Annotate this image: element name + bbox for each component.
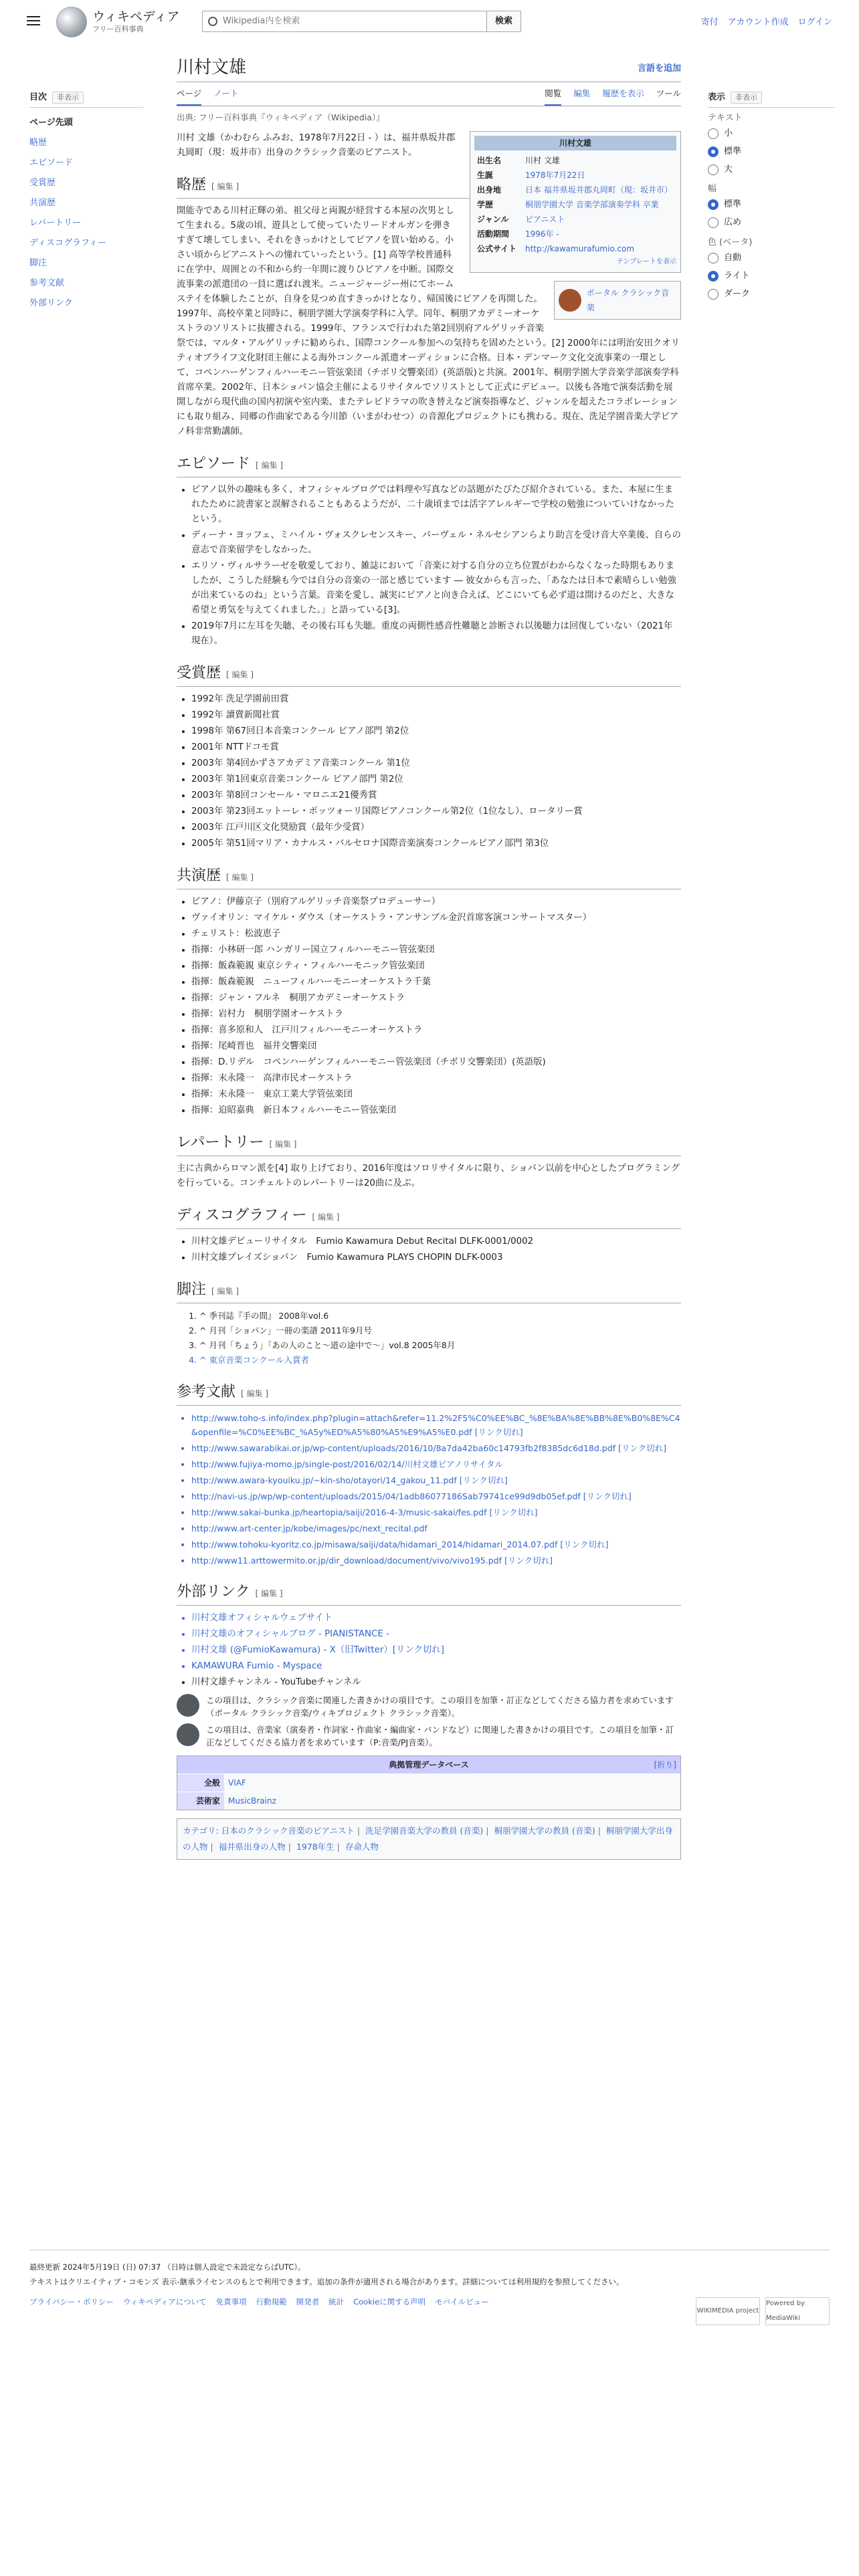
toc-item-repertoire[interactable]: レパートリー — [29, 217, 82, 228]
musician-stub-icon — [177, 1723, 199, 1746]
toc-item-discography[interactable]: ディスコグラフィー — [29, 237, 106, 248]
note-item[interactable]: 4. ^ 東京音楽コンクール入賞者 — [199, 1353, 681, 1368]
page-tabs — [177, 82, 681, 106]
tab-edit[interactable]: 編集 — [573, 88, 591, 99]
infobox-birthname: 川村 文雄 — [525, 155, 560, 165]
appearance-title: 表示 — [708, 92, 726, 102]
edit-link[interactable]: [ 編集 ] — [211, 181, 240, 191]
text-size-label: テキスト — [708, 112, 743, 123]
list-item: • 指揮：末永隆一 東京工業大学管弦楽団 — [191, 1087, 681, 1102]
wikipedia-globe-icon — [56, 7, 87, 37]
article-body — [177, 131, 681, 1860]
authority-musicbrainz[interactable]: MusicBrainz — [224, 1792, 680, 1810]
toc-item-notes[interactable]: 脚注 — [29, 257, 47, 268]
search-form — [202, 11, 521, 32]
note-item[interactable]: 1. ^ 季刊誌『手の間』 2008年vol.6 — [199, 1309, 681, 1323]
list-item: • 2003年 第8回コンセール・マロニエ21優秀賞 — [191, 788, 681, 803]
list-item: • 1992年 讀賣新聞社賞 — [191, 708, 681, 723]
toc-item-episodes[interactable]: エピソード — [29, 157, 74, 168]
authority-title: 典拠管理データベース — [389, 1759, 469, 1769]
toc-title: 目次 — [29, 92, 47, 102]
reference-link[interactable]: • http://www.sawarabikai.or.jp/wp-content/uploads/2016/10/8a7da42ba60c14793fb2f8385dc6d18d.pdf [リンク切れ] — [191, 1441, 681, 1455]
list-item: • 2001年 NTTドコモ賞 — [191, 740, 681, 755]
list-item: • 指揮：末永隆一 高津市民オーケストラ — [191, 1071, 681, 1086]
list-item: • 川村文雄デビューリサイタル Fumio Kawamura Debut Recital DLFK-0001/0002 — [191, 1235, 681, 1249]
toc-item-external[interactable]: 外部リンク — [29, 298, 73, 308]
text-size-standard[interactable]: 標準 — [708, 142, 835, 160]
authority-fold-button[interactable]: [折り] — [654, 1759, 676, 1769]
width-label: 幅 — [708, 184, 717, 194]
list-item: • ピアノ：伊藤京子（別府アルゲリッチ音楽祭プロデューサー） — [191, 895, 681, 909]
reference-link[interactable]: • http://www.fujiya-momo.jp/single-post/2016/02/14/川村文雄ピアノリサイタル — [191, 1457, 681, 1471]
list-item: • 2003年 第23回エットーレ・ポッツォーリ国際ピアノコンクール第2位（1位なし）、ロータリー賞 — [191, 804, 681, 819]
toc-item-top[interactable]: ページ先頭 — [29, 117, 73, 128]
infobox: 川村文雄 出生名 川村 文雄 生誕 1978年7月22日 出身地 日本 福井県坂井郡丸岡町（現：坂井市） 学歴 桐朋学園大学 音楽学部演奏学科 卒業 ジャンル ピアニスト 活動期間 1996年 - 公式サイト http://kawamurafumio.com テンプレートを表示 — [470, 131, 681, 273]
reference-link[interactable]: • http://www.awara-kyouiku.jp/~kin-sho/otayori/14_gakou_11.pdf [リンク切れ] — [191, 1473, 681, 1487]
footer-about[interactable]: ウィキペディアについて — [122, 2297, 207, 2306]
list-item: • 2003年 第1回東京音楽コンクール ピアノ部門 第2位 — [191, 772, 681, 787]
reference-link[interactable]: • http://www.tohoku-kyoritz.co.jp/misawa/saiji/data/hidamari_2014/hidamari_2014.07.pdf [リンク切れ] — [191, 1537, 681, 1551]
search-input[interactable] — [202, 11, 487, 32]
list-item: • 指揮：飯森範親 東京シティ・フィルハーモニック管弦楽団 — [191, 959, 681, 974]
login-link[interactable]: ログイン — [797, 17, 832, 27]
notes-list — [177, 1309, 681, 1368]
category-links: カテゴリ: 日本のクラシック音楽のピアニスト | 洗足学園音楽大学の教員 (音楽) | 桐朋学園大学の教員 (音楽) | 桐朋学園大学出身の人物 | 福井県出身の人物 | 1978年生 | 存命人物 — [177, 1818, 681, 1860]
episode-list — [177, 483, 681, 649]
color-label: 色 (ベータ) — [708, 237, 753, 247]
infobox-active[interactable]: 1996年 - — [525, 229, 559, 239]
list-item: • 指揮：岩村力 桐朋学園オーケストラ — [191, 1007, 681, 1022]
appearance-hide-button[interactable]: 非表示 — [731, 92, 762, 104]
list-item: • 指揮：喜多原和人 江戸川フィルハーモニーオーケストラ — [191, 1023, 681, 1038]
reference-list — [177, 1411, 681, 1568]
category-item[interactable]: 桐朋学園大学の教員 (音楽) — [494, 1825, 595, 1836]
toc-item-biography[interactable]: 略歴 — [29, 137, 47, 148]
infobox-origin[interactable]: 日本 福井県坂井郡丸岡町（現：坂井市） — [525, 185, 672, 195]
list-item: • 指揮：飯森範親 ニューフィルハーモニーオーケストラ千葉 — [191, 975, 681, 990]
category-item[interactable]: 日本のクラシック音楽のピアニスト — [221, 1825, 355, 1836]
list-item: • 川村文雄プレイズショパン Fumio Kawamura PLAYS CHOPIN DLFK-0003 — [191, 1251, 681, 1265]
infobox-born[interactable]: 1978年7月22日 — [525, 170, 585, 180]
toc-hide-button[interactable]: 非表示 — [52, 92, 84, 104]
list-item: • ディーナ・ヨッフェ、ミハイル・ヴォスクレセンスキー、パーヴェル・ネルセシアンらより助言を受け音大卒業後、自らの意志で音楽留学をしなかった。 — [191, 528, 681, 558]
discography-list — [177, 1235, 681, 1265]
stub-notice-musician: この項目は、音楽家（演奏者・作詞家・作曲家・編曲家・バンドなど）に関連した書きかけの項目です。この項目を加筆・訂正などしてくださる協力者を求めています（P:音楽/PJ音楽）。 — [177, 1723, 681, 1749]
edit-link[interactable]: [ 編集 ] — [211, 1286, 240, 1296]
edit-link[interactable]: [ 編集 ] — [226, 872, 254, 882]
infobox-title: 川村文雄 — [474, 136, 676, 150]
article-source: 出典: フリー百科事典『ウィキペディア（Wikipedia）』 — [177, 112, 385, 122]
category-item[interactable]: 1978年生 — [296, 1841, 335, 1852]
text-size-large[interactable]: 大 — [708, 160, 835, 179]
reference-link[interactable]: • http://www.sakai-bunka.jp/heartopia/saiji/2016-4-3/music-sakai/fes.pdf [リンク切れ] — [191, 1505, 681, 1519]
award-list — [177, 692, 681, 851]
tab-page[interactable]: ページ — [177, 88, 201, 106]
repertoire-text: 主に古典からロマン派を[4] 取り上げており、2016年度はソロリサイタルに限り、ショパン以前を中心としたプログラミングを行っている。コンチェルトのレパートリーは20曲に及ぶ。 — [177, 1163, 680, 1188]
category-item[interactable]: 桐朋学園大学出身の人物 — [183, 1825, 673, 1852]
section-external-links: 外部リンク [ 編集 ] — [177, 1582, 681, 1606]
lead-paragraph: 川村 文雄（かわむら ふみお、1978年7月22日 - ）は、福井県坂井郡丸岡町（現：坂井市）出身のクラシック音楽のピアニスト。 — [177, 132, 456, 158]
infobox-genre[interactable]: ピアニスト — [525, 214, 565, 224]
portal-box[interactable]: ポータル クラシック音楽 — [554, 281, 681, 320]
reference-link[interactable]: • http://www.toho-s.info/index.php?plugin=attach&refer=11.2%2F5%C0%EE%BC_%8E%BA%8E%BB%8E%B0%8E%C4&openfile=%C0%EE%BC_%A5y%ED%A5%80%A5%E9%A5%E0.pdf [リンク切れ] — [191, 1411, 681, 1439]
tab-history[interactable]: 履歴を表示 — [602, 88, 644, 99]
edit-link[interactable]: [ 編集 ] — [256, 460, 284, 470]
toc-item-references[interactable]: 参考文献 — [29, 278, 65, 288]
infobox-education[interactable]: 桐朋学園大学 音楽学部演奏学科 卒業 — [525, 199, 659, 209]
section-awards: 受賞歴 [ 編集 ] — [177, 663, 681, 687]
list-item: • 2003年 江戸川区文化奨励賞（最年少受賞） — [191, 821, 681, 835]
edit-link[interactable]: [ 編集 ] — [226, 669, 254, 679]
authority-viaf[interactable]: VIAF — [224, 1774, 680, 1792]
search-placeholder: Wikipedia内を検索 — [223, 16, 300, 27]
section-collab: 共演歴 [ 編集 ] — [177, 866, 681, 889]
authority-control: 典拠管理データベース [折り] 全般 VIAF 芸術家 MusicBrainz — [177, 1755, 681, 1810]
category-label[interactable]: カテゴリ: — [183, 1825, 219, 1836]
section-repertoire: レパートリー [ 編集 ] — [177, 1133, 681, 1156]
music-stub-icon — [177, 1694, 199, 1717]
external-link[interactable]: • KAMAWURA Fumio - Myspace — [191, 1659, 681, 1674]
tab-tools[interactable]: ツール — [656, 88, 681, 99]
list-item: • 2003年 第4回かずさアカデミア音楽コンクール 第1位 — [191, 756, 681, 771]
list-item: • 指揮：D.リデル コペンハーゲンフィルハーモニー管弦楽団（チボリ交響楽団）(英語版) — [191, 1055, 681, 1070]
biography-text: 開能寺である川村正輝の弟。祖父母と両親が経営する本屋の次男として生まれる。5歳の頃、遊具として使っていたリードオルガンを弾きすぎて壊してしまい、それをきっかけとしてピアノを買い始める。小さい頃からピアニストへの憧れていったという。[1] 高等学校普通科に在学中、周囲との不和から約一年間に渡りひピアノを中断。国際交流事業の派遣団の一員に選ばれ渡米。ニュージャージー州にてホームステイを体験したことが、自身を見つめ直すきっかけとなり、帰国後にピアノを再開した。1997年、高校卒業と同時に、桐朋学園大学演奏学科に入学。同年、桐朋アカデミーオーケストラのソリストに抜擢される。1999年、フランスで行われた第2回別府アルゲリッチ音楽祭では、マルタ・アルゲリッチに勧められ、国際コンクール参加への気持ちを固めたという。[2] 2000年には明治安田クオリティオブライフ文化財団主催による海外コンクール派遣オーディションに合格。日本・デンマーク文化交流事業の一環として、コペンハーゲンフィルハーモニー管弦楽団（チボリ交響楽団）(英語版)と共演。2001年、桐朋学園大学音楽学部演奏学科首席卒業。2002年、日本ショパン協会主催によるリサイタルでソリストとして正式にデビュー。以後も各地で演奏活動を展開しながら現代曲の国内初演や室内楽、またテレビドラマの吹き替えなど演奏指導など、ジャンルを超えたコラボレーションにも取り組み、同郷の作曲家である今川節（いまがわせつ）の音源化プロジェクトにも携わる。現在、洗足学園音楽大学ピアノ科非常勤講師。 — [177, 205, 680, 437]
list-item: • 指揮：迫昭嘉典 新日本フィルハーモニー管弦楽団 — [191, 1103, 681, 1118]
logo-title: ウィキペディア — [92, 9, 180, 24]
collab-list — [177, 895, 681, 1118]
external-link-list — [177, 1611, 681, 1690]
footer-developers[interactable]: 開発者 — [296, 2297, 320, 2306]
section-notes: 脚注 [ 編集 ] — [177, 1280, 681, 1303]
table-of-contents — [29, 91, 143, 314]
tab-talk[interactable]: ノート — [213, 88, 239, 99]
text-size-small[interactable]: 小 — [708, 124, 835, 142]
toc-item-collab[interactable]: 共演歴 — [29, 197, 56, 208]
section-biography: 略歴 [ 編集 ] — [177, 175, 681, 199]
tab-read[interactable]: 閲覧 — [545, 88, 561, 106]
stub-notice-classical: この項目は、クラシック音楽に関連した書きかけの項目です。この項目を加筆・訂正などしてくださる協力者を求めています（ポータル クラシック音楽/ウィキプロジェクト クラシック音楽）。 — [177, 1694, 681, 1719]
main-content — [177, 56, 681, 1860]
list-item: • 指揮：尾崎晋也 福井交響楽団 — [191, 1039, 681, 1054]
footer-cookie[interactable]: Cookieに関する声明 — [353, 2297, 426, 2306]
edit-link[interactable]: [ 編集 ] — [269, 1139, 297, 1149]
menu-icon[interactable] — [27, 16, 40, 25]
edit-link[interactable]: [ 編集 ] — [241, 1388, 269, 1398]
edit-link[interactable]: [ 編集 ] — [255, 1588, 283, 1598]
search-button[interactable]: 検索 — [487, 11, 521, 32]
page-title: 川村文雄 — [177, 58, 247, 78]
category-item[interactable]: 福井県出身の人物 — [218, 1841, 286, 1852]
list-item: • チェリスト：松波恵子 — [191, 927, 681, 942]
color-light[interactable]: ライト — [708, 267, 835, 285]
external-link[interactable]: • 川村文雄のオフィシャルブログ - PIANISTANCE - — [191, 1627, 681, 1642]
create-account-link[interactable]: アカウント作成 — [727, 17, 789, 27]
license-text: テキストはクリエイティブ・コモンズ 表示-継承ライセンスのもとで利用できます。追加の条件が適用される場合があります。詳細については利用規約を参照してください。 — [29, 2277, 624, 2286]
list-item: • 2005年 第51回マリア・カナルス・バルセロナ国際音楽演奏コンクールピアノ部門 第3位 — [191, 837, 681, 851]
color-dark[interactable]: ダーク — [708, 285, 835, 303]
list-item: • 指揮：小林研一郎 ハンガリー国立フィルハーモニー管弦楽団 — [191, 943, 681, 958]
search-icon — [208, 17, 217, 26]
list-item: • エリソ・ヴィルサラーゼを敬愛しており、雑誌において「音楽に対する自分の立ち位置がわからなくなった時期もありましたが、こうした経験も今では自分の音楽の一部と感じています ― 彼女からも言った、「あなたは日本で素晴らしい勉強が出来ているのね」という言葉。音楽を愛し、誠実にピアノと向き合えば、どこにいても必ず道は開けるのだと、大きな希望と勇気を与えてくれました。」と語っている[3]。 — [191, 559, 681, 618]
mediawiki-badge[interactable]: Powered by MediaWiki — [765, 2297, 830, 2325]
toc-item-awards[interactable]: 受賞歴 — [29, 177, 56, 188]
footer-privacy[interactable]: プライバシー・ポリシー — [29, 2297, 114, 2306]
list-item: • 1992年 洗足学園前田賞 — [191, 692, 681, 707]
section-references: 参考文献 [ 編集 ] — [177, 1382, 681, 1406]
infobox-website[interactable]: http://kawamurafumio.com — [525, 243, 635, 253]
width-wide[interactable]: 広め — [708, 214, 835, 232]
site-logo[interactable] — [56, 7, 179, 37]
note-item[interactable]: 3. ^ 月刊「ちょう」「あの人のこと〜道の途中で〜」vol.8 2005年8月 — [199, 1338, 681, 1353]
wikimedia-badge[interactable]: WIKIMEDIA project — [696, 2297, 760, 2325]
footer — [29, 2250, 830, 2322]
list-item: • 2019年7月に左耳を失聴、その後右耳も失聴。重度の両側性感音性難聴と診断され以後聴力は回復していない（2021年現在）。 — [191, 619, 681, 649]
header — [0, 0, 859, 43]
footer-disclaimer[interactable]: 免責事項 — [215, 2297, 247, 2306]
color-auto[interactable]: 自動 — [708, 249, 835, 267]
note-item[interactable]: 2. ^ 月刊「ショパン」一冊の楽譜 2011年9月号 — [199, 1323, 681, 1338]
section-episodes: エピソード [ 編集 ] — [177, 454, 681, 477]
footer-mobile[interactable]: モバイルビュー — [435, 2297, 489, 2306]
logo-subtitle: フリー百科事典 — [92, 24, 144, 33]
list-item: • ヴァイオリン：マイケル・ダウス（オーケストラ・アンサンブル金沢首席客演コンサートマスター） — [191, 911, 681, 926]
footer-stats[interactable]: 統計 — [328, 2297, 345, 2306]
appearance-panel — [708, 91, 835, 303]
template-link[interactable]: テンプレートを表示 — [616, 257, 676, 265]
footer-code-of-conduct[interactable]: 行動規範 — [256, 2297, 287, 2306]
reference-link[interactable]: • http://www11.arttowermito.or.jp/dir_download/document/vivo/vivo195.pdf [リンク切れ] — [191, 1553, 681, 1568]
violin-icon — [559, 289, 581, 312]
external-link[interactable]: • 川村文雄 (@FumioKawamura) - X（旧Twitter）[リンク切れ] — [191, 1643, 681, 1658]
section-discography: ディスコグラフィー [ 編集 ] — [177, 1206, 681, 1229]
reference-link[interactable]: • http://navi-us.jp/wp/wp-content/uploads/2015/04/1adb86077186Sab79741ce99d9db05ef.pdf [リンク切れ] — [191, 1489, 681, 1503]
user-links — [701, 16, 832, 29]
width-standard[interactable]: 標準 — [708, 196, 835, 214]
donate-link[interactable]: 寄付 — [700, 17, 719, 27]
external-link[interactable]: • 川村文雄チャンネル - YouTubeチャンネル — [191, 1675, 681, 1690]
reference-link[interactable]: • http://www.art-center.jp/kobe/images/pc/next_recital.pdf — [191, 1521, 681, 1535]
list-item: • ピアノ以外の趣味も多く、オフィシャルブログでは料理や写真などの話題がたびたび紹介されている。また、本屋に生まれたために読書家と誤解されることもあるようだが、二十歳頃までは活字アレルギーで学校の勉強についていけなかったという。 — [191, 483, 681, 527]
edit-link[interactable]: [ 編集 ] — [312, 1212, 340, 1222]
category-item[interactable]: 洗足学園音楽大学の教員 (音楽) — [365, 1825, 484, 1836]
category-item[interactable]: 存命人物 — [345, 1841, 379, 1852]
last-edited: 最終更新 2024年5月19日 (日) 07:37 （日時は個人設定で未設定ならばUTC）。 — [29, 2262, 306, 2272]
external-link[interactable]: • 川村文雄オフィシャルウェブサイト — [191, 1611, 681, 1626]
list-item: • 指揮：ジャン・フルネ 桐朋アカデミーオーケストラ — [191, 991, 681, 1006]
add-language-button[interactable]: 言語を追加 — [637, 63, 681, 74]
list-item: • 1998年 第67回日本音楽コンクール ピアノ部門 第2位 — [191, 724, 681, 739]
